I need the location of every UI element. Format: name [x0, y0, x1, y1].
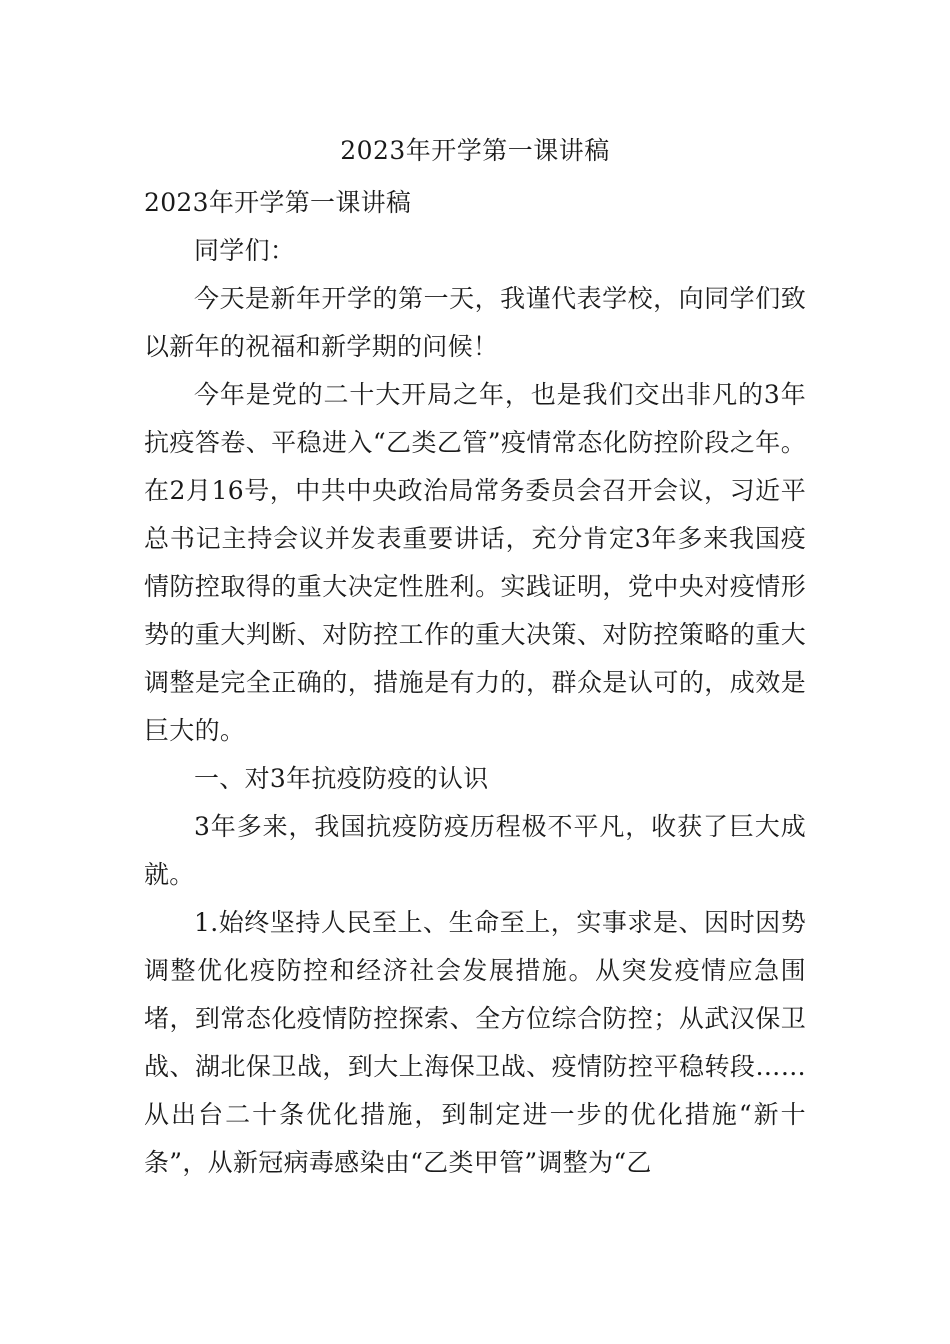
greeting-paragraph: 同学们：	[194, 236, 296, 265]
section-heading: 一、对3年抗疫防疫的认识	[194, 764, 489, 793]
body-paragraph: 今天是新年开学的第一天，我谨代表学校，向同学们致以新年的祝福和新学期的问候！	[144, 284, 806, 361]
document-title: 2023年开学第一课讲稿	[340, 136, 610, 165]
document-subtitle: 2023年开学第一课讲稿	[144, 188, 412, 217]
body-paragraph: 3年多来，我国抗疫防疫历程极不平凡，收获了巨大成就。	[144, 812, 806, 889]
body-paragraph: 今年是党的二十大开局之年，也是我们交出非凡的3年抗疫答卷、平稳进入“乙类乙管”疫情常态化防控阶段之年。在2月16号，中共中央政治局常务委员会召开会议，习近平总书记主持会议并发表重要讲话，充分肯定3年多来我国疫情防控取得的重大决定性胜利。实践证明，党中央对疫情形势的重大判断、对防控工作的重大决策、对防控策略的重大调整是完全正确的，措施是有力的，群众是认可的，成效是巨大的。	[144, 380, 806, 745]
document-body	[144, 179, 806, 1187]
body-paragraph: 1.始终坚持人民至上、生命至上，实事求是、因时因势调整优化疫防控和经济社会发展措施。从突发疫情应急围堵，到常态化疫情防控探索、全方位综合防控；从武汉保卫战、湖北保卫战，到大上海保卫战、疫情防控平稳转段……从出台二十条优化措施，到制定进一步的优化措施“新十条”，从新冠病毒感染由“乙类甲管”调整为“乙	[144, 908, 806, 1177]
